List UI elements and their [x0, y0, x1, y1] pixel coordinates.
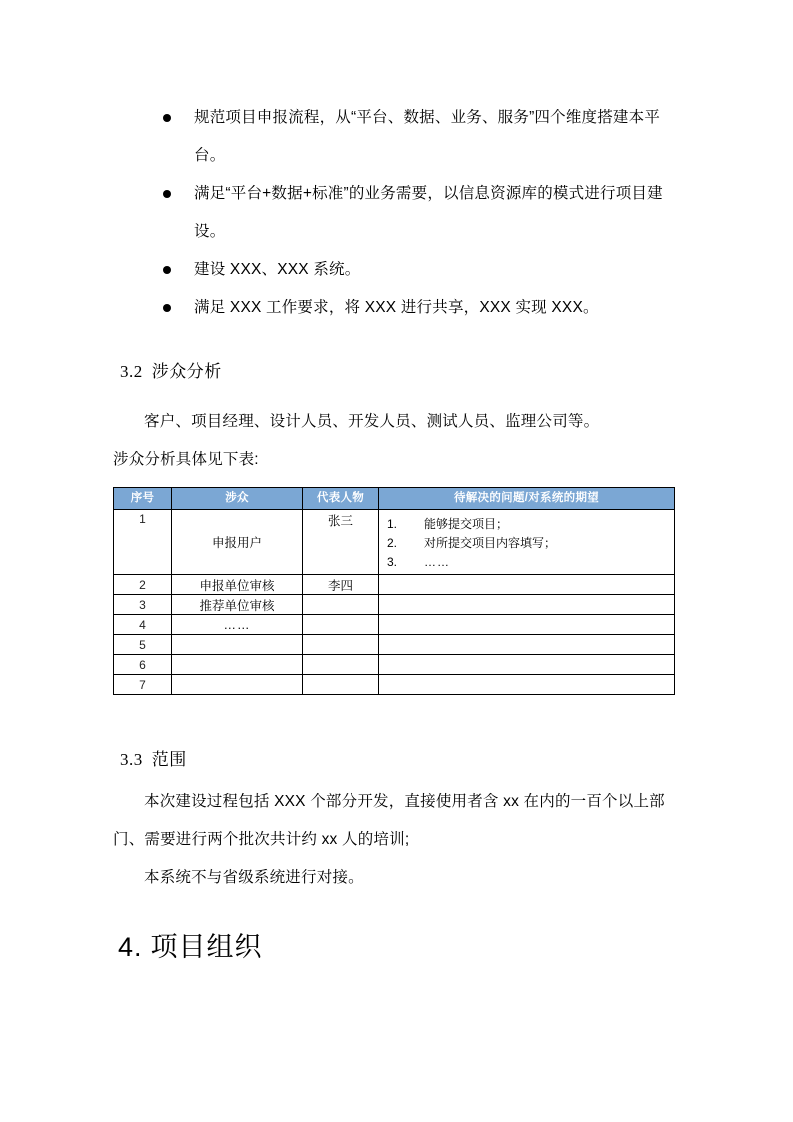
bullet-dot-icon — [163, 304, 171, 312]
table-header-row — [114, 488, 675, 510]
expectation-index: 3. — [387, 554, 398, 569]
cell-no: 5 — [114, 635, 172, 655]
cell-stakeholder: 推荐单位审核 — [172, 595, 303, 615]
list-item — [163, 289, 683, 327]
heading-4-number: 4. — [118, 932, 143, 962]
bullet-dot-icon — [163, 114, 171, 122]
column-header-expectation: 待解决的问题/对系统的期望 — [379, 488, 675, 510]
expectation-list — [379, 513, 674, 572]
cell-rep — [303, 675, 379, 695]
cell-no: 2 — [114, 575, 172, 595]
expectation-index: 1. — [387, 516, 398, 531]
list-item-text: 满足“平台+数据+标准”的业务需要，以信息资源库的模式进行项目建设。 — [194, 185, 663, 240]
list-item — [163, 251, 683, 289]
table-row — [114, 595, 675, 615]
column-header-no: 序号 — [114, 488, 172, 510]
expectation-index: 2. — [387, 535, 398, 550]
cell-expectation — [379, 635, 675, 655]
cell-no: 3 — [114, 595, 172, 615]
stakeholder-table — [113, 487, 675, 695]
column-header-stakeholder: 涉众 — [172, 488, 303, 510]
expectation-text: …… — [424, 554, 450, 569]
cell-rep — [303, 595, 379, 615]
cell-expectation — [379, 655, 675, 675]
heading-3-3-number: 3.3 — [120, 750, 143, 769]
bullet-dot-icon — [163, 190, 171, 198]
list-item — [163, 175, 683, 251]
heading-3-2-number: 3.2 — [120, 362, 143, 381]
column-header-rep: 代表人物 — [303, 488, 379, 510]
table-row — [114, 510, 675, 575]
cell-stakeholder: 申报用户 — [172, 510, 303, 575]
section-3-2-paragraph-1: 客户、项目经理、设计人员、开发人员、测试人员、监理公司等。 — [144, 413, 600, 430]
cell-expectation — [379, 615, 675, 635]
cell-expectation — [379, 675, 675, 695]
heading-3-2 — [120, 357, 222, 382]
cell-rep: 李四 — [303, 575, 379, 595]
cell-no: 6 — [114, 655, 172, 675]
table-row — [114, 675, 675, 695]
cell-stakeholder: …… — [172, 615, 303, 635]
cell-rep — [303, 635, 379, 655]
section-3-3-paragraph-2: 本系统不与省级系统进行对接。 — [144, 869, 364, 886]
cell-expectation — [379, 510, 675, 575]
expectation-text: 能够提交项目； — [424, 516, 509, 531]
cell-rep — [303, 655, 379, 675]
heading-4 — [118, 925, 263, 964]
heading-3-3-title: 范围 — [151, 750, 187, 769]
cell-no: 4 — [114, 615, 172, 635]
table-row — [114, 635, 675, 655]
cell-expectation — [379, 575, 675, 595]
list-item-text: 建设 XXX、XXX 系统。 — [194, 261, 361, 278]
list-item-text: 规范项目申报流程，从“平台、数据、业务、服务”四个维度搭建本平台。 — [194, 109, 661, 164]
cell-expectation — [379, 595, 675, 615]
cell-rep: 张三 — [303, 510, 379, 575]
expectation-item — [379, 553, 674, 572]
stakeholder-table-wrapper — [113, 487, 670, 695]
cell-stakeholder — [172, 635, 303, 655]
list-item — [163, 99, 683, 175]
heading-3-3 — [120, 745, 187, 770]
objectives-bullet-list — [163, 99, 683, 327]
expectation-item — [379, 534, 674, 553]
cell-stakeholder — [172, 655, 303, 675]
table-row — [114, 575, 675, 595]
table-row — [114, 655, 675, 675]
expectation-text: 对所提交项目内容填写； — [424, 535, 557, 550]
cell-stakeholder — [172, 675, 303, 695]
cell-rep — [303, 615, 379, 635]
list-item-text: 满足 XXX 工作要求，将 XXX 进行共享，XXX 实现 XXX。 — [194, 299, 599, 316]
table-row — [114, 615, 675, 635]
cell-no: 1 — [114, 510, 172, 575]
cell-stakeholder: 申报单位审核 — [172, 575, 303, 595]
heading-3-2-title: 涉众分析 — [151, 362, 222, 381]
bullet-dot-icon — [163, 266, 171, 274]
section-3-3-paragraph-1: 本次建设过程包括 XXX 个部分开发，直接使用者含 xx 在内的一百个以上部门、需要进行两个批次共计约 xx 人的培训; — [113, 793, 665, 848]
expectation-item — [379, 515, 674, 534]
cell-no: 7 — [114, 675, 172, 695]
section-3-2-paragraph-2: 涉众分析具体见下表: — [113, 451, 259, 468]
heading-4-title: 项目组织 — [150, 932, 263, 962]
